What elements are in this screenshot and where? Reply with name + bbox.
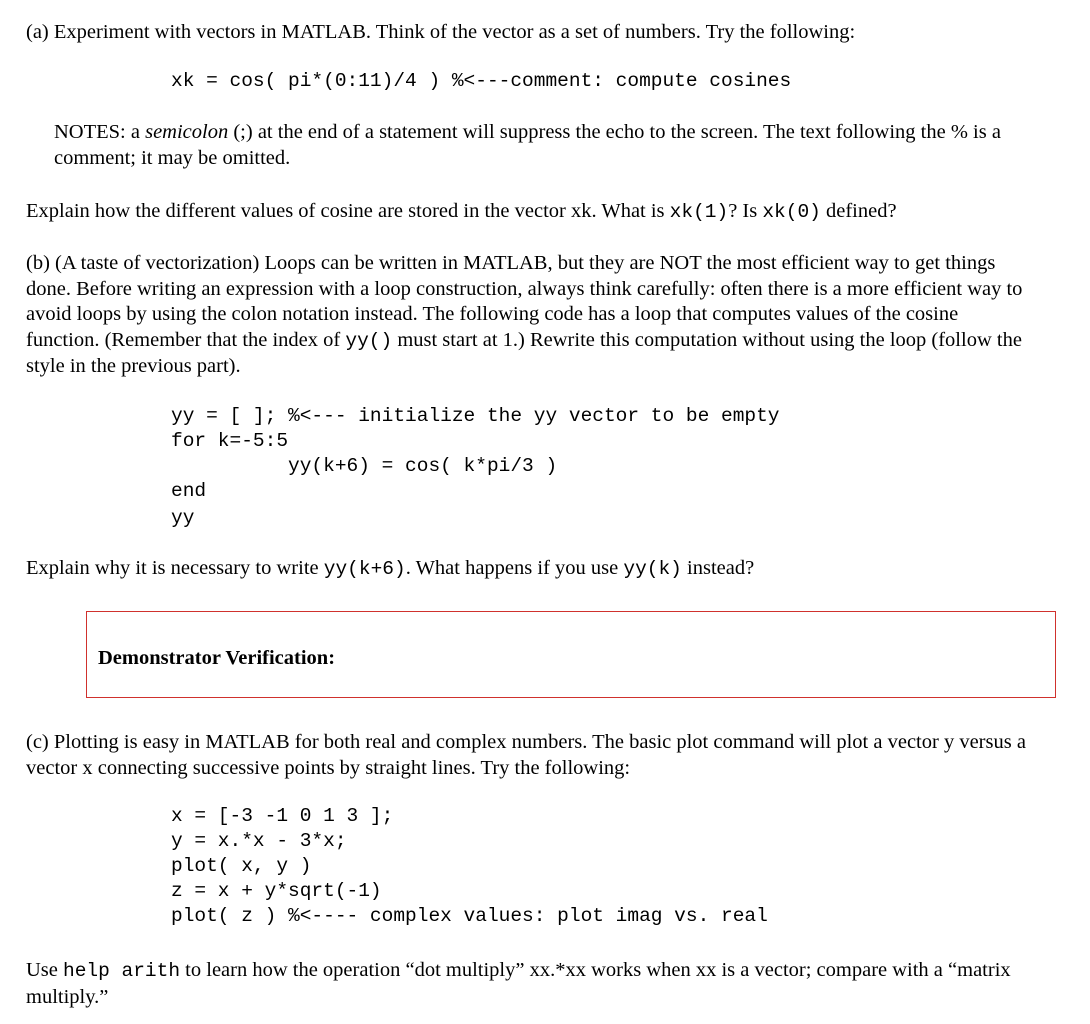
part-a-question-code-1: xk(1) — [669, 201, 729, 223]
part-b-intro-text-1: (b) (A taste of vectorization) Loops can be written in MATLAB, but they are NOT the most efficient way to get things done. Before writing an expression with a loop construction, always think carefully: often there is a more efficient way to avoid loops by using the colon notation instead. The following code has a loop that computes values of the cosine function. (Remember that the index of — [26, 252, 1023, 351]
part-c-footer-text-1: Use — [26, 959, 64, 981]
notes-prefix: NOTES: a — [54, 121, 146, 143]
part-b-code-line-3: yy(k+6) = cos( k*pi/3 ) — [171, 455, 558, 477]
part-b-code-line-1: yy = [ ]; %<--- initialize the yy vector to be empty — [171, 405, 780, 427]
part-c-intro: (c) Plotting is easy in MATLAB for both real and complex numbers. The basic plot command will plot a vector y versus a vector x connecting successive points by straight lines. Try the following: — [26, 731, 1026, 779]
part-b-code-line-4: end — [171, 480, 207, 502]
part-b-intro-code: yy() — [345, 329, 393, 352]
demonstrator-verification-box — [86, 611, 1056, 698]
part-c-code-line-3: plot( x, y ) — [171, 855, 312, 877]
part-b-question — [26, 556, 1056, 583]
notes-rest: (;) at the end of a statement will suppress the echo to the screen. The text following the % is a comment; it may be omitted. — [54, 121, 1001, 169]
part-a-question-text-1: Explain how the different values of cosine are stored in the vector xk. What is — [26, 200, 670, 222]
part-b-question-text-1: Explain why it is necessary to write — [26, 557, 324, 579]
part-b-intro-text-2: must start at 1.) Rewrite this computation without using the loop (follow the style in the previous part). — [26, 328, 1022, 377]
demonstrator-verification-label: Demonstrator Verification: — [98, 647, 336, 669]
part-a-code: xk = cos( pi*(0:11)/4 ) %<---comment: compute cosines — [171, 70, 792, 92]
part-b-question-code-1: yy(k+6) — [323, 558, 406, 580]
part-a-question-code-2: xk(0) — [762, 201, 821, 223]
part-b-code-line-2: for k=-5:5 — [171, 430, 289, 452]
part-c-code-line-2: y = x.*x - 3*x; — [171, 830, 347, 852]
part-a-question — [26, 199, 1056, 226]
part-b-code-line-5: yy — [171, 507, 195, 529]
part-a-question-text-3: defined? — [820, 200, 897, 222]
part-c-footer — [26, 958, 1046, 1010]
part-b-question-text-2: . What happens if you use — [405, 557, 624, 579]
part-a-question-text-2: ? Is — [728, 200, 763, 222]
part-a-notes — [54, 120, 1054, 171]
part-b-question-code-2: yy(k) — [623, 558, 682, 580]
part-c-code-line-4: z = x + y*sqrt(-1) — [171, 880, 382, 902]
part-b-intro — [26, 251, 1026, 380]
part-b-question-text-3: instead? — [681, 557, 755, 579]
part-c-footer-text-2: to learn how the operation “dot multiply” xx.*xx works when xx is a vector; compare with a “matrix multiply.” — [26, 959, 1011, 1008]
part-c-code-line-5: plot( z ) %<---- complex values: plot imag vs. real — [171, 905, 768, 927]
part-a-intro: (a) Experiment with vectors in MATLAB. Think of the vector as a set of numbers. Try the following: — [26, 21, 856, 43]
part-c-code-line-1: x = [-3 -1 0 1 3 ]; — [171, 805, 394, 827]
notes-semicolon-word: semicolon — [145, 121, 229, 143]
part-c-footer-code: help arith — [63, 960, 181, 982]
